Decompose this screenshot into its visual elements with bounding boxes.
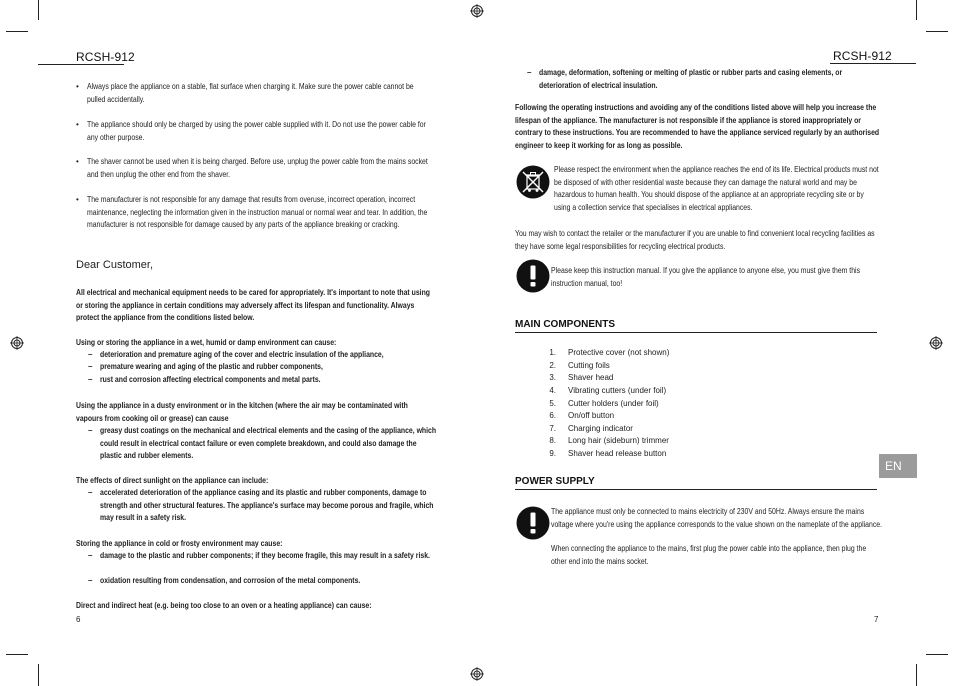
crop-mark bbox=[6, 654, 28, 655]
left-header-model: RCSH-912 bbox=[76, 50, 135, 64]
dash-marker: – bbox=[88, 426, 93, 435]
power-supply-text: When connecting the appliance to the mains, first plug the power cable into the appliance, then plug the other end into the mains socket. bbox=[551, 544, 867, 566]
sun-heading: The effects of direct sunlight on the appliance can include: bbox=[76, 476, 269, 485]
exclamation-icon bbox=[516, 506, 550, 540]
dusty-item: greasy dust coatings on the mechanical and electrical elements and the casing of the appliance, which could result in electrical contact failure or even complete breakdown, and could also damage the plastic and rubber elements. bbox=[100, 426, 437, 460]
section-rule bbox=[515, 332, 877, 333]
list-item: Shaver head release button bbox=[568, 449, 667, 458]
list-item: Long hair (sideburn) trimmer bbox=[568, 436, 669, 445]
crop-mark bbox=[926, 31, 948, 32]
crop-mark bbox=[6, 31, 28, 32]
list-item-number: 5. bbox=[549, 399, 556, 408]
cold-item: oxidation resulting from condensation, and corrosion of the metal components. bbox=[100, 576, 361, 585]
list-item: Vibrating cutters (under foil) bbox=[568, 386, 667, 395]
bullet-marker: • bbox=[76, 82, 79, 91]
list-item-number: 2. bbox=[549, 361, 556, 370]
page-number: 6 bbox=[76, 615, 81, 624]
registration-mark-icon bbox=[470, 4, 484, 18]
crossed-bin-icon bbox=[516, 165, 550, 199]
bullet-text: Always place the appliance on a stable, flat surface when charging it. Make sure the power cable cannot be pulled accidentally. bbox=[87, 82, 414, 104]
bullet-marker: • bbox=[76, 195, 79, 204]
wet-item: deterioration and premature aging of the cover and electric insulation of the appliance, bbox=[100, 350, 384, 359]
list-item: Cutting foils bbox=[568, 361, 610, 370]
wet-item: premature wearing and aging of the plastic and rubber components, bbox=[100, 362, 323, 371]
following-paragraph: Following the operating instructions and avoiding any of the conditions listed above will help you increase the lifespan of the appliance. The manufacturer is not responsible if the appliance is stored inappropriately or contrary to these instructions. You are recommended to have the appliance serviced regularly by an authorised engineer to keep it working for as long as possible. bbox=[515, 103, 880, 150]
crop-mark bbox=[38, 664, 39, 686]
environment-text: Please respect the environment when the appliance reaches the end of its life. Electrical products must not be disposed of with other residential waste because they can damage the natural world and may be hazardous to human health. You should dispose of the appliance at an appropriate recycling site or by using a collection service that specialises in electrical appliances. bbox=[554, 165, 879, 212]
right-header-model: RCSH-912 bbox=[833, 49, 892, 63]
crop-mark bbox=[916, 0, 917, 20]
top-item: damage, deformation, softening or melting of plastic or rubber parts and casing elements, or deterioration of electrical insulation. bbox=[539, 68, 843, 90]
bullet-text: The appliance should only be charged by using the power cable supplied with it. Do not use the power cable for any other purpose. bbox=[87, 120, 426, 142]
bullet-marker: • bbox=[76, 157, 79, 166]
list-item: Protective cover (not shown) bbox=[568, 348, 670, 357]
keep-manual-text: Please keep this instruction manual. If you give the appliance to anyone else, you must give them this instruction manual, too! bbox=[551, 266, 861, 288]
cold-heading: Storing the appliance in cold or frosty environment may cause: bbox=[76, 539, 283, 548]
wet-heading: Using or storing the appliance in a wet, humid or damp environment can cause: bbox=[76, 338, 337, 347]
dash-marker: – bbox=[88, 576, 93, 585]
power-supply-text: The appliance must only be connected to mains electricity of 230V and 50Hz. Always ensure the mains voltage where you're using the appliance corresponds to the value shown on the nameplate of the appliance. bbox=[551, 507, 883, 529]
intro-paragraph: All electrical and mechanical equipment needs to be cared for appropriately. It's important to note that using or storing the appliance in certain conditions may adversely affect its lifespan and functionality. Always protect the appliance from the conditions listed below. bbox=[76, 288, 430, 322]
list-item: Charging indicator bbox=[568, 424, 633, 433]
page-number: 7 bbox=[874, 615, 879, 624]
list-item-number: 3. bbox=[549, 373, 556, 382]
registration-mark-icon bbox=[470, 667, 484, 681]
sun-item: accelerated deterioration of the appliance casing and its plastic and rubber components, damage to strength and other structural features. The appliance's surface may become porous and fragile, which may result in a safety risk. bbox=[100, 488, 434, 522]
crop-mark bbox=[916, 664, 917, 686]
greeting: Dear Customer, bbox=[76, 259, 154, 271]
bullet-marker: • bbox=[76, 120, 79, 129]
wet-item: rust and corrosion affecting electrical components and metal parts. bbox=[100, 375, 321, 384]
list-item-number: 8. bbox=[549, 436, 556, 445]
list-item-number: 4. bbox=[549, 386, 556, 395]
exclamation-icon bbox=[516, 259, 550, 293]
dash-marker: – bbox=[88, 488, 93, 497]
section-rule bbox=[515, 489, 877, 490]
left-header-rule bbox=[38, 64, 124, 65]
crop-mark bbox=[38, 0, 39, 20]
list-item-number: 7. bbox=[549, 424, 556, 433]
list-item: Shaver head bbox=[568, 373, 614, 382]
bullet-text: The manufacturer is not responsible for any damage that results from overuse, incorrect operation, incorrect maintenance, neglecting the information given in the instruction manual or normal wear and tear. In addition, the manufacturer is not responsible for damage caused by any parts of the appliance breaking or cracking. bbox=[87, 195, 428, 229]
section-title: MAIN COMPONENTS bbox=[515, 319, 615, 330]
right-header-rule bbox=[830, 63, 916, 64]
registration-mark-icon bbox=[929, 336, 943, 350]
dash-marker: – bbox=[88, 375, 93, 384]
dash-marker: – bbox=[88, 551, 93, 560]
registration-mark-icon bbox=[10, 336, 24, 350]
language-tab: EN bbox=[879, 454, 917, 478]
dash-marker: – bbox=[88, 350, 93, 359]
cold-item: damage to the plastic and rubber components; if they become fragile, this may result in a safety risk. bbox=[100, 551, 430, 560]
list-item: Cutter holders (under foil) bbox=[568, 399, 659, 408]
list-item-number: 1. bbox=[549, 348, 556, 357]
list-item: On/off button bbox=[568, 411, 615, 420]
crop-mark bbox=[926, 654, 948, 655]
section-title: POWER SUPPLY bbox=[515, 476, 595, 487]
dusty-heading: Using the appliance in a dusty environment or in the kitchen (where the air may be contaminated with vapours from cooking oil or grease) can cause bbox=[76, 401, 408, 423]
retailer-text: You may wish to contact the retailer or the manufacturer if you are unable to find convenient local recycling facilities as they have some legal responsibilities for recycling electrical products. bbox=[515, 229, 875, 251]
dash-marker: – bbox=[527, 68, 532, 77]
list-item-number: 9. bbox=[549, 449, 556, 458]
dash-marker: – bbox=[88, 362, 93, 371]
list-item-number: 6. bbox=[549, 411, 556, 420]
heat-heading: Direct and indirect heat (e.g. being too close to an oven or a heating appliance) can cause: bbox=[76, 601, 372, 610]
bullet-text: The shaver cannot be used when it is being charged. Before use, unplug the power cable from the mains socket and then unplug the other end from the shaver. bbox=[87, 157, 428, 179]
